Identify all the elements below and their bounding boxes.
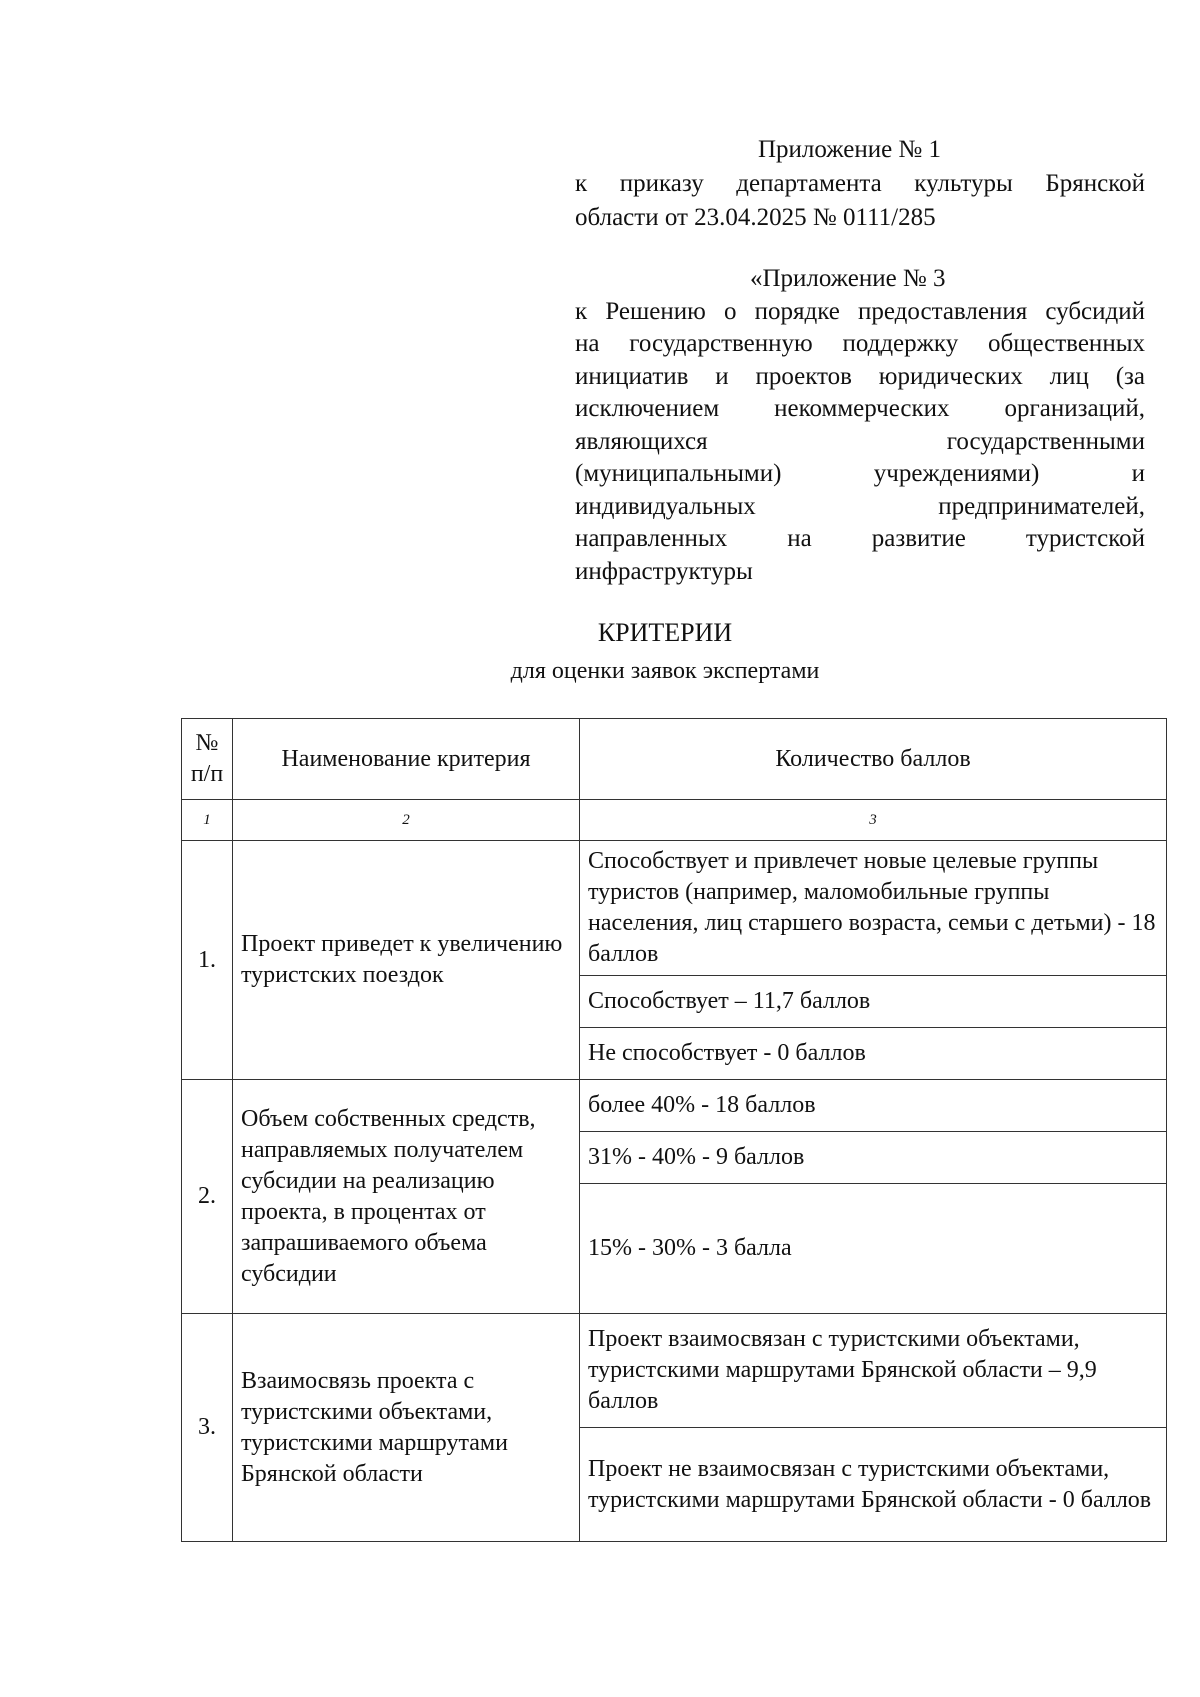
appendix-3-heading: «Приложение № 3 bbox=[750, 265, 946, 292]
score-option: Способствует – 11,7 баллов bbox=[580, 976, 1167, 1028]
document-subtitle: для оценки заявок экспертами bbox=[510, 658, 820, 684]
score-option: 31% - 40% - 9 баллов bbox=[580, 1132, 1167, 1184]
table-row bbox=[182, 841, 1167, 976]
score-option: более 40% - 18 баллов bbox=[580, 1080, 1167, 1132]
score-option: Проект взаимосвязан с туристскими объектами, туристскими маршрутами Брянской области – 9,9 баллов bbox=[580, 1314, 1167, 1428]
header-criterion: Наименование критерия bbox=[233, 719, 580, 800]
score-option: Проект не взаимосвязан с туристскими объектами, туристскими маршрутами Брянской области - 0 баллов bbox=[580, 1428, 1167, 1542]
column-number: 1 bbox=[182, 800, 233, 841]
appendix-1-line: к приказу департамента культуры Брянской bbox=[575, 170, 1145, 197]
column-number: 3 bbox=[580, 800, 1167, 841]
appendix-3-line: на государственную поддержку общественных bbox=[575, 330, 1145, 357]
appendix-3-line: индивидуальных предпринимателей, bbox=[575, 492, 1145, 520]
criterion-name: Объем собственных средств, направляемых получателем субсидии на реализацию проекта, в процентах от запрашиваемого объема субсидии bbox=[233, 1080, 580, 1314]
row-number: 1. bbox=[182, 841, 233, 1080]
column-number: 2 bbox=[233, 800, 580, 841]
score-option: 15% - 30% - 3 балла bbox=[580, 1184, 1167, 1314]
score-option: Не способствует - 0 баллов bbox=[580, 1028, 1167, 1080]
appendix-3-line: исключением некоммерческих организаций, bbox=[575, 395, 1145, 422]
table-row bbox=[182, 1080, 1167, 1132]
appendix-3-block bbox=[575, 263, 1145, 588]
appendix-3-line: инициатив и проектов юридических лиц (за bbox=[575, 362, 1145, 390]
table-row bbox=[182, 1314, 1167, 1428]
document-title: КРИТЕРИИ bbox=[597, 618, 733, 647]
row-number: 2. bbox=[182, 1080, 233, 1314]
appendix-1-line: области от 23.04.2025 № 0111/285 bbox=[575, 204, 936, 231]
appendix-1-block bbox=[575, 133, 1145, 235]
criterion-name: Проект приведет к увеличению туристских поездок bbox=[233, 841, 580, 1080]
table-header-row bbox=[182, 719, 1167, 800]
appendix-3-line: (муниципальными) учреждениями) и bbox=[575, 460, 1145, 487]
criteria-table bbox=[181, 718, 1167, 1542]
appendix-3-line: инфраструктуры bbox=[575, 557, 753, 585]
column-number-row bbox=[182, 800, 1167, 841]
criterion-name: Взаимосвязь проекта с туристскими объектами, туристскими маршрутами Брянской области bbox=[233, 1314, 580, 1542]
score-option: Способствует и привлечет новые целевые группы туристов (например, маломобильные группы населения, лиц старшего возраста, семьи с детьми) - 18 баллов bbox=[580, 841, 1167, 976]
appendix-1-heading: Приложение № 1 bbox=[758, 136, 942, 163]
header-number: № п/п bbox=[182, 719, 233, 800]
header-scores: Количество баллов bbox=[580, 719, 1167, 800]
appendix-3-line: к Решению о порядке предоставления субсидий bbox=[575, 297, 1145, 325]
appendix-3-line: направленных на развитие туристской bbox=[575, 525, 1145, 552]
appendix-3-line: являющихся государственными bbox=[575, 427, 1145, 455]
row-number: 3. bbox=[182, 1314, 233, 1542]
